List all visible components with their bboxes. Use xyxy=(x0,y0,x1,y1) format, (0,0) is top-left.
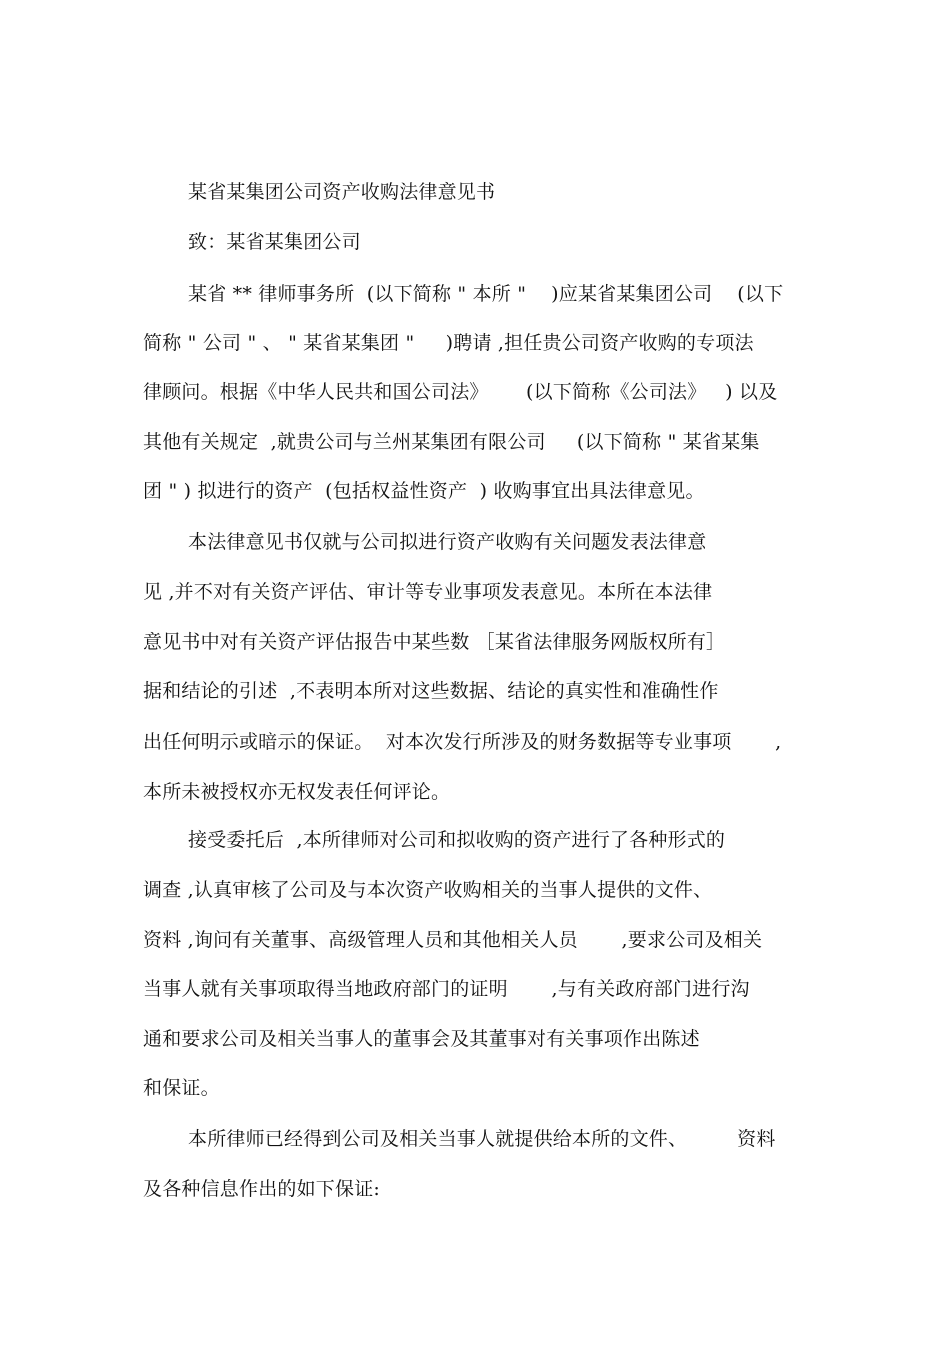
paragraph-line: 当事人就有关事项取得当地政府部门的证明 ,与有关政府部门进行沟 xyxy=(143,978,750,1000)
paragraph-line: 本所未被授权亦无权发表任何评论。 xyxy=(143,781,451,803)
paragraph-line: 本法律意见书仅就与公司拟进行资产收购有关问题发表法律意 xyxy=(188,531,707,553)
paragraph-line: 见 ,并不对有关资产评估、审计等专业事项发表意见。本所在本法律 xyxy=(143,581,713,603)
paragraph-line: 团 " ) 拟进行的资产 (包括权益性资产 ) 收购事宜出具法律意见。 xyxy=(143,480,705,502)
paragraph-line: 其他有关规定 ,就贵公司与兰州某集团有限公司 (以下简称 " 某省某集 xyxy=(143,431,760,453)
paragraph-line: 接受委托后 ,本所律师对公司和拟收购的资产进行了各种形式的 xyxy=(188,829,726,851)
paragraph-line: 调查 ,认真审核了公司及与本次资产收购相关的当事人提供的文件、 xyxy=(143,879,713,901)
paragraph-line: 简称 " 公司 " 、 " 某省某集团 " )聘请 ,担任贵公司资产收购的专项法 xyxy=(143,332,754,354)
paragraph-line: 及各种信息作出的如下保证: xyxy=(143,1178,381,1200)
paragraph-line: 意见书中对有关资产评估报告中某些数 ［某省法律服务网版权所有］ xyxy=(143,631,726,653)
salutation: 致：某省某集团公司 xyxy=(188,231,361,253)
paragraph-line: 通和要求公司及相关当事人的董事会及其董事对有关事项作出陈述 xyxy=(143,1028,700,1050)
paragraph-line: 律顾问。根据《中华人民共和国公司法》 (以下简称《公司法》 ) 以及 xyxy=(143,381,778,403)
paragraph-line: 出任何明示或暗示的保证。 对本次发行所涉及的财务数据等专业事项 , xyxy=(143,731,782,753)
paragraph-line: 某省 ** 律师事务所 (以下简称 " 本所 " )应某省某集团公司 (以下 xyxy=(188,283,784,305)
document-title: 某省某集团公司资产收购法律意见书 xyxy=(188,181,496,203)
paragraph-line: 和保证。 xyxy=(143,1077,220,1099)
paragraph-line: 本所律师已经得到公司及相关当事人就提供给本所的文件、 资料 xyxy=(188,1128,776,1150)
paragraph-line: 据和结论的引述 ,不表明本所对这些数据、结论的真实性和准确性作 xyxy=(143,680,719,702)
paragraph-line: 资料 ,询问有关董事、高级管理人员和其他相关人员 ,要求公司及相关 xyxy=(143,929,763,951)
